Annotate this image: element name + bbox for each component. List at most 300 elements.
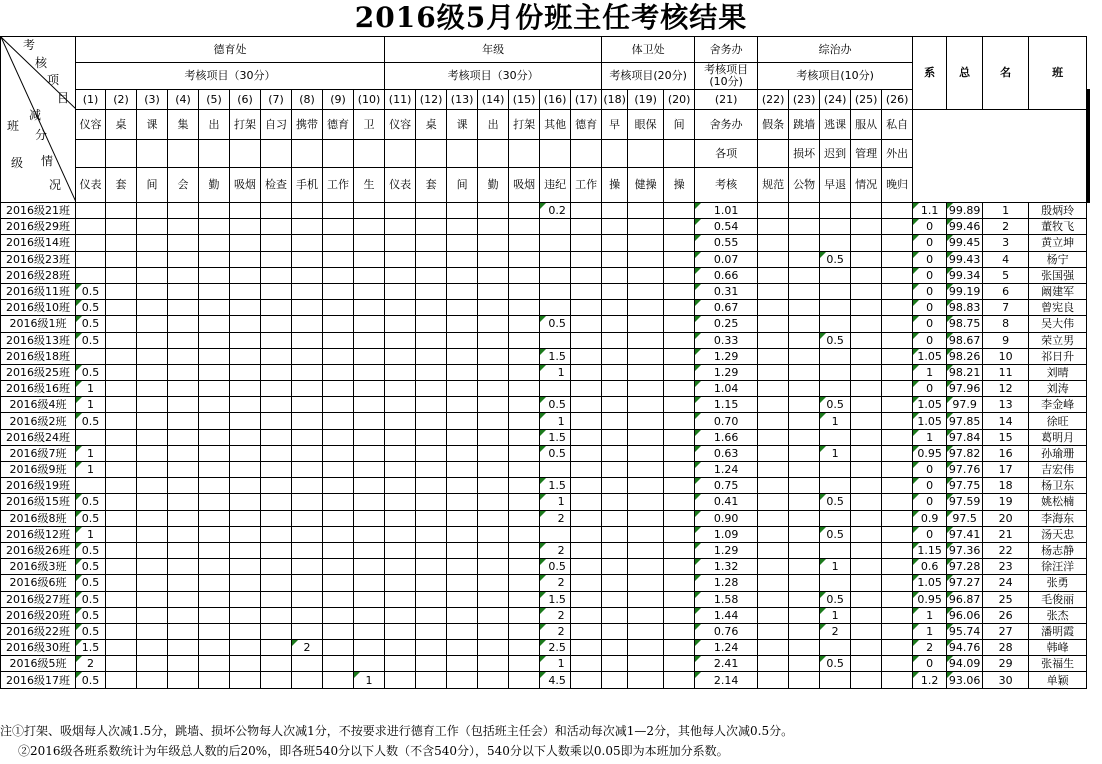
deduction-cell-25 [851,445,882,461]
deduction-cell-25 [851,283,882,299]
deduction-cell-25 [851,462,882,478]
deduction-cell-17 [571,607,602,623]
teacher-header-b-cell [1089,90,1090,203]
column-item-l1: 出 [478,110,509,140]
deduction-cell-8 [292,542,323,558]
teacher-name: 徐汪洋 [1029,559,1087,575]
deduction-cell-4 [168,462,199,478]
deduction-cell-23 [789,235,820,251]
deduction-cell-7 [261,283,292,299]
column-item-l2 [509,140,540,168]
deduction-cell-1: 0.5 [76,607,106,623]
deduction-cell-16: 2.5 [540,640,571,656]
deduction-cell-22 [758,413,789,429]
deduction-cell-5 [199,235,230,251]
deduction-cell-3 [137,203,168,219]
deduction-cell-18 [602,235,628,251]
deduction-cell-9 [323,623,354,639]
deduction-cell-1 [76,219,106,235]
deduction-cell-24 [820,316,851,332]
column-item-l1: 课 [447,110,478,140]
total-header [947,37,983,110]
rank: 3 [983,235,1029,251]
deduction-cell-16 [540,219,571,235]
deduction-cell-13 [447,332,478,348]
deduction-cell-11 [385,591,416,607]
teacher-name: 刘晴 [1029,364,1087,380]
deduction-cell-8 [292,526,323,542]
rank: 12 [983,381,1029,397]
deduction-cell-14 [478,494,509,510]
column-number: (4) [168,90,199,110]
deduction-cell-22 [758,623,789,639]
deduction-cell-11 [385,575,416,591]
deduction-cell-5 [199,413,230,429]
deduction-cell-3 [137,640,168,656]
deduction-cell-16 [540,381,571,397]
deduction-cell-11 [385,445,416,461]
class-name: 2016级25班 [1,364,76,380]
deduction-cell-20 [664,203,695,219]
deduction-cell-11 [385,364,416,380]
deduction-cell-8 [292,203,323,219]
deduction-cell-7 [261,656,292,672]
column-item-l2 [416,140,447,168]
deduction-cell-23 [789,267,820,283]
deduction-cell-16 [540,235,571,251]
coefficient: 0 [913,219,947,235]
deduction-cell-15 [509,413,540,429]
deduction-cell-5 [199,591,230,607]
coef-header [913,37,947,110]
deduction-cell-4 [168,591,199,607]
column-item-l2 [199,140,230,168]
class-name: 2016级24班 [1,429,76,445]
deduction-cell-3 [137,332,168,348]
deduction-cell-20 [664,445,695,461]
deduction-cell-19 [628,267,664,283]
deduction-cell-14 [478,203,509,219]
coefficient: 0 [913,526,947,542]
deduction-cell-23 [789,445,820,461]
deduction-cell-10 [354,251,385,267]
deduction-cell-4 [168,542,199,558]
table-row [1,672,1090,688]
corner-label-xiang: 项 [47,73,60,87]
deduction-cell-18 [602,462,628,478]
deduction-cell-12 [416,623,447,639]
rank: 7 [983,300,1029,316]
deduction-cell-16: 2 [540,510,571,526]
deduction-cell-16: 4.5 [540,672,571,688]
class-name: 2016级16班 [1,381,76,397]
deduction-cell-23 [789,348,820,364]
teacher-header [1029,37,1087,110]
column-item-l1: 舍务办 [695,110,758,140]
deduction-cell-24 [820,203,851,219]
deduction-cell-24: 0.5 [820,591,851,607]
deduction-cell-17 [571,494,602,510]
deduction-cell-6 [230,219,261,235]
table-row [1,413,1090,429]
deduction-cell-7 [261,300,292,316]
deduction-cell-9 [323,575,354,591]
deduction-cell-24: 2 [820,623,851,639]
column-item-l2 [323,140,354,168]
rank: 24 [983,575,1029,591]
deduction-cell-18 [602,316,628,332]
column-item-l1: 打架 [509,110,540,140]
deduction-cell-10 [354,640,385,656]
deduction-cell-3 [137,235,168,251]
rank: 15 [983,429,1029,445]
deduction-cell-19 [628,364,664,380]
rank: 9 [983,332,1029,348]
deduction-cell-26 [882,672,913,688]
deduction-cell-17 [571,316,602,332]
deduction-cell-7 [261,672,292,688]
deduction-cell-16: 1 [540,494,571,510]
deduction-cell-2 [106,251,137,267]
deduction-cell-2 [106,478,137,494]
coefficient: 1 [913,364,947,380]
deduction-cell-8 [292,413,323,429]
deduction-cell-9 [323,283,354,299]
deduction-cell-5 [199,364,230,380]
deduction-cell-5 [199,219,230,235]
deduction-cell-4 [168,575,199,591]
column-number: (24) [820,90,851,110]
total-score: 97.59 [947,494,983,510]
deduction-cell-26 [882,348,913,364]
deduction-cell-10 [354,429,385,445]
deduction-cell-1: 0.5 [76,300,106,316]
deduction-cell-11 [385,251,416,267]
deduction-cell-16: 2 [540,607,571,623]
deduction-cell-6 [230,494,261,510]
deduction-cell-5 [199,316,230,332]
deduction-cell-18 [602,364,628,380]
deduction-cell-12 [416,542,447,558]
deduction-cell-23 [789,591,820,607]
column-number: (3) [137,90,168,110]
total-score: 96.87 [947,591,983,607]
coefficient: 1.05 [913,348,947,364]
deduction-cell-6 [230,526,261,542]
deduction-cell-12 [416,672,447,688]
deduction-cell-13 [447,235,478,251]
deduction-cell-16 [540,462,571,478]
total-score: 94.76 [947,640,983,656]
total-score: 97.36 [947,542,983,558]
total-score: 99.34 [947,267,983,283]
deduction-cell-21: 1.58 [695,591,758,607]
deduction-cell-17 [571,462,602,478]
rank: 18 [983,478,1029,494]
deduction-cell-10: 1 [354,672,385,688]
column-item-l2 [664,140,695,168]
deduction-cell-20 [664,575,695,591]
rank: 19 [983,494,1029,510]
deduction-cell-12 [416,316,447,332]
deduction-cell-14 [478,607,509,623]
deduction-cell-15 [509,316,540,332]
coefficient: 2 [913,640,947,656]
deduction-cell-15 [509,445,540,461]
deduction-cell-2 [106,348,137,364]
column-item-l3: 仪表 [76,168,106,203]
total-score: 99.89 [947,203,983,219]
corner-label-jian: 减 [29,108,42,122]
dept-nianji: 年级 [385,37,602,63]
deduction-cell-2 [106,591,137,607]
deduction-cell-25 [851,526,882,542]
column-number: (16) [540,90,571,110]
deduction-cell-10 [354,267,385,283]
deduction-cell-11 [385,267,416,283]
deduction-cell-7 [261,397,292,413]
coefficient: 1.2 [913,672,947,688]
teacher-name: 葛明月 [1029,429,1087,445]
table-row [1,251,1090,267]
deduction-cell-8 [292,235,323,251]
coefficient: 1 [913,607,947,623]
deduction-cell-6 [230,283,261,299]
rank: 23 [983,559,1029,575]
deduction-cell-14 [478,672,509,688]
deduction-cell-14 [478,575,509,591]
deduction-cell-18 [602,267,628,283]
deduction-cell-22 [758,381,789,397]
deduction-cell-22 [758,429,789,445]
deduction-cell-8 [292,397,323,413]
deduction-cell-7 [261,478,292,494]
column-item-l3: 吸烟 [509,168,540,203]
teacher-name: 韩峰 [1029,640,1087,656]
deduction-cell-24 [820,429,851,445]
deduction-cell-13 [447,510,478,526]
deduction-cell-17 [571,348,602,364]
deduction-cell-10 [354,494,385,510]
table-row [1,494,1090,510]
deduction-cell-6 [230,364,261,380]
deduction-cell-6 [230,672,261,688]
deduction-cell-19 [628,526,664,542]
column-item-l1: 卫 [354,110,385,140]
column-item-l2 [261,140,292,168]
deduction-cell-26 [882,510,913,526]
rank: 25 [983,591,1029,607]
deduction-cell-15 [509,364,540,380]
deduction-cell-8 [292,381,323,397]
deduction-cell-1 [76,203,106,219]
deduction-cell-16: 1.5 [540,348,571,364]
deduction-cell-19 [628,607,664,623]
teacher-name: 殷炳玲 [1029,203,1087,219]
deduction-cell-6 [230,607,261,623]
deduction-cell-25 [851,591,882,607]
deduction-cell-21: 0.31 [695,283,758,299]
class-name: 2016级11班 [1,283,76,299]
deduction-cell-8 [292,316,323,332]
deduction-cell-9 [323,364,354,380]
column-number: (18) [602,90,628,110]
table-row [1,462,1090,478]
deduction-cell-10 [354,526,385,542]
deduction-cell-4 [168,235,199,251]
deduction-cell-18 [602,640,628,656]
deduction-cell-14 [478,300,509,316]
deduction-cell-3 [137,656,168,672]
table-row [1,316,1090,332]
table-row [1,526,1090,542]
deduction-cell-2 [106,542,137,558]
deduction-cell-12 [416,348,447,364]
deduction-cell-16: 0.5 [540,316,571,332]
deduction-cell-19 [628,300,664,316]
deduction-cell-4 [168,300,199,316]
deduction-cell-13 [447,542,478,558]
deduction-cell-15 [509,251,540,267]
assessment-table [0,36,1090,689]
deduction-cell-17 [571,559,602,575]
column-item-l2 [168,140,199,168]
deduction-cell-26 [882,267,913,283]
teacher-name: 孙瑜珊 [1029,445,1087,461]
deduction-cell-4 [168,640,199,656]
class-name: 2016级1班 [1,316,76,332]
deduction-cell-2 [106,429,137,445]
deduction-cell-20 [664,364,695,380]
rank: 4 [983,251,1029,267]
deduction-cell-20 [664,559,695,575]
column-item-l2 [385,140,416,168]
deduction-cell-14 [478,510,509,526]
deduction-cell-1: 0.5 [76,413,106,429]
deduction-cell-25 [851,397,882,413]
total-score: 98.21 [947,364,983,380]
total-score: 94.09 [947,656,983,672]
class-name: 2016级9班 [1,462,76,478]
deduction-cell-13 [447,462,478,478]
deduction-cell-23 [789,575,820,591]
deduction-cell-21: 1.24 [695,640,758,656]
dept-deyu: 德育处 [76,37,385,63]
sub-shewu-a: 考核项目 [704,63,749,76]
deduction-cell-10 [354,591,385,607]
deduction-cell-12 [416,429,447,445]
deduction-cell-10 [354,203,385,219]
deduction-cell-8 [292,283,323,299]
deduction-cell-6 [230,640,261,656]
deduction-cell-25 [851,381,882,397]
deduction-cell-23 [789,656,820,672]
rank: 13 [983,397,1029,413]
deduction-cell-20 [664,591,695,607]
deduction-cell-21: 1.32 [695,559,758,575]
teacher-header-a: 班 [1052,66,1064,79]
deduction-cell-25 [851,510,882,526]
deduction-cell-6 [230,381,261,397]
coefficient: 0 [913,283,947,299]
deduction-cell-19 [628,316,664,332]
total-score: 97.84 [947,429,983,445]
class-name: 2016级14班 [1,235,76,251]
deduction-cell-2 [106,300,137,316]
total-score: 99.43 [947,251,983,267]
deduction-cell-20 [664,623,695,639]
deduction-cell-19 [628,332,664,348]
deduction-cell-21: 1.01 [695,203,758,219]
deduction-cell-17 [571,542,602,558]
column-item-l3: 工作 [323,168,354,203]
deduction-cell-9 [323,235,354,251]
coef-header-a: 系 [924,66,936,79]
column-item-l1: 携带 [292,110,323,140]
column-number: (5) [199,90,230,110]
teacher-name: 黄立坤 [1029,235,1087,251]
class-name: 2016级6班 [1,575,76,591]
deduction-cell-7 [261,429,292,445]
column-item-l2 [354,140,385,168]
deduction-cell-18 [602,623,628,639]
deduction-cell-17 [571,364,602,380]
column-item-l3: 公物 [789,168,820,203]
teacher-name: 刘涛 [1029,381,1087,397]
deduction-cell-10 [354,462,385,478]
deduction-cell-3 [137,364,168,380]
class-name: 2016级23班 [1,251,76,267]
deduction-cell-23 [789,316,820,332]
deduction-cell-16: 2 [540,542,571,558]
column-item-l3: 考核 [695,168,758,203]
deduction-cell-5 [199,445,230,461]
deduction-cell-13 [447,251,478,267]
deduction-cell-6 [230,623,261,639]
deduction-cell-13 [447,316,478,332]
deduction-cell-16 [540,283,571,299]
deduction-cell-8 [292,672,323,688]
table-row [1,510,1090,526]
deduction-cell-2 [106,267,137,283]
deduction-cell-7 [261,203,292,219]
deduction-cell-18 [602,203,628,219]
rank: 5 [983,267,1029,283]
deduction-cell-16: 2 [540,575,571,591]
deduction-cell-19 [628,510,664,526]
deduction-cell-21: 0.25 [695,316,758,332]
deduction-cell-5 [199,640,230,656]
deduction-cell-12 [416,591,447,607]
column-item-l1: 德育 [571,110,602,140]
rank: 17 [983,462,1029,478]
class-name: 2016级29班 [1,219,76,235]
deduction-cell-13 [447,672,478,688]
column-number: (21) [695,90,758,110]
deduction-cell-5 [199,348,230,364]
class-name: 2016级26班 [1,542,76,558]
deduction-cell-22 [758,445,789,461]
column-item-l1: 其他 [540,110,571,140]
deduction-cell-11 [385,332,416,348]
column-number: (11) [385,90,416,110]
deduction-cell-5 [199,607,230,623]
deduction-cell-4 [168,445,199,461]
total-score: 97.96 [947,381,983,397]
rank-header [983,37,1029,110]
deduction-cell-11 [385,607,416,623]
deduction-cell-14 [478,251,509,267]
